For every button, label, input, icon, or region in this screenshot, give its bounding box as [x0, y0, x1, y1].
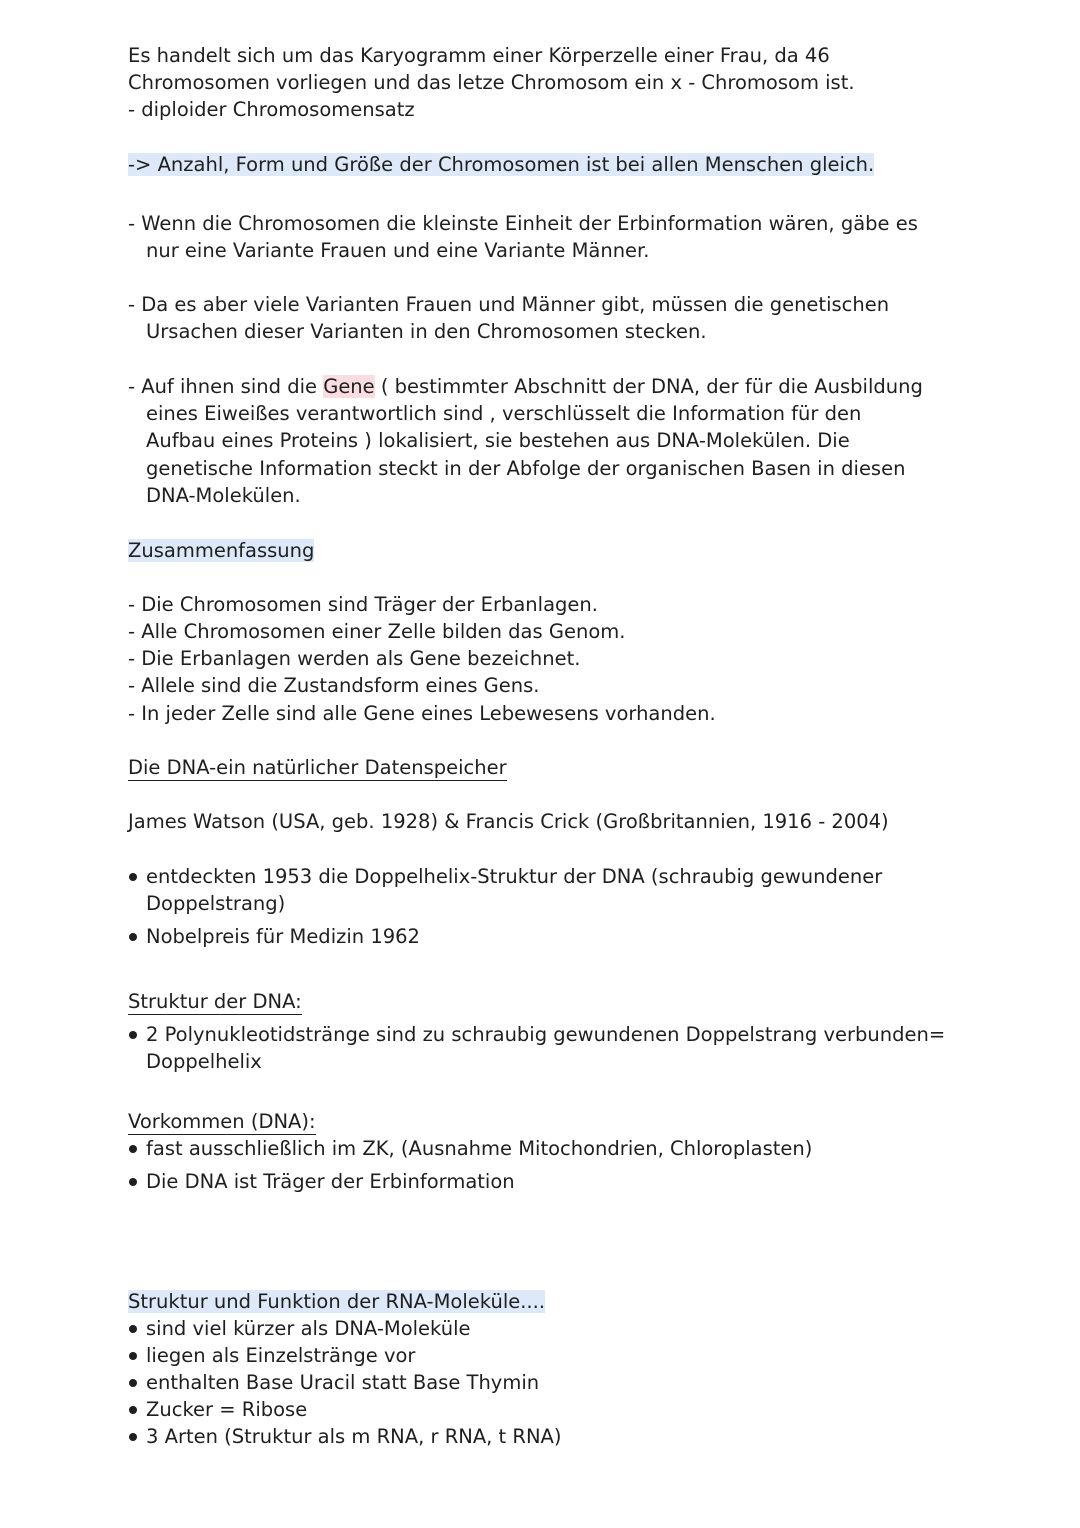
point-3-line-1 [128, 373, 923, 400]
rna-item: enthalten Base Uracil statt Base Thymin [146, 1371, 540, 1394]
structure-heading: Struktur der DNA: [128, 990, 302, 1013]
summary-item: - Die Chromosomen sind Träger der Erbanlagen. [128, 593, 598, 616]
rna-item: 3 Arten (Struktur als m RNA, r RNA, t RNA) [146, 1425, 562, 1448]
occurrence-heading-row [128, 1108, 316, 1135]
point-3-line-4: genetische Information steckt in der Abfolge der organischen Basen in diesen [146, 457, 906, 480]
intro-line-1: Es handelt sich um das Karyogramm einer Körperzelle einer Frau, da 46 [128, 44, 830, 67]
occurrence-heading: Vorkommen (DNA): [128, 1110, 316, 1133]
occurrence-bullet-1: fast ausschließlich im ZK, (Ausnahme Mitochondrien, Chloroplasten) [146, 1137, 813, 1160]
summary-item: - Alle Chromosomen einer Zelle bilden das Genom. [128, 620, 626, 643]
point-3-line-3: Aufbau eines Proteins ) lokalisiert, sie bestehen aus DNA-Molekülen. Die [146, 429, 850, 452]
rna-item: liegen als Einzelstränge vor [146, 1344, 416, 1367]
rna-item: Zucker = Ribose [146, 1398, 308, 1421]
rna-heading: Struktur und Funktion der RNA-Moleküle.... [128, 1290, 546, 1313]
gene-highlight: Gene [323, 375, 375, 398]
point-3-prefix: - Auf ihnen sind die [128, 375, 324, 398]
point-1-line-2: nur eine Variante Frauen und eine Variante Männer. [146, 239, 650, 262]
point-2-line-1: - Da es aber viele Varianten Frauen und Männer gibt, müssen die genetischen [128, 293, 890, 316]
summary-heading: Zusammenfassung [128, 539, 315, 562]
occurrence-bullet-2: Die DNA ist Träger der Erbinformation [146, 1170, 515, 1193]
researchers-line: James Watson (USA, geb. 1928) & Francis Crick (Großbritannien, 1916 - 2004) [128, 810, 889, 833]
rna-item: sind viel kürzer als DNA-Moleküle [146, 1317, 471, 1340]
intro-line-2: Chromosomen vorliegen und das letze Chromosom ein x - Chromosom ist. [128, 71, 855, 94]
highlight-statement: -> Anzahl, Form und Größe der Chromosomen ist bei allen Menschen gleich. [128, 153, 875, 176]
point-3-line-2: eines Eiweißes verantwortlich sind , verschlüsselt die Information für den [146, 402, 862, 425]
point-1-line-1: - Wenn die Chromosomen die kleinste Einheit der Erbinformation wären, gäbe es [128, 212, 918, 235]
point-3-suffix: ( bestimmter Abschnitt der DNA, der für die Ausbildung [374, 375, 923, 398]
point-3-line-5: DNA-Molekülen. [146, 484, 301, 507]
structure-bullet-1-line-2: Doppelhelix [146, 1050, 262, 1073]
structure-bullet-1-line-1: 2 Polynukleotidstränge sind zu schraubig gewundenen Doppelstrang verbunden= [146, 1023, 946, 1046]
dna-heading: Die DNA-ein natürlicher Datenspeicher [128, 756, 507, 779]
point-2-line-2: Ursachen dieser Varianten in den Chromosomen stecken. [146, 320, 707, 343]
dna-bullet-2: Nobelpreis für Medizin 1962 [146, 925, 420, 948]
summary-heading-row [128, 537, 314, 564]
summary-item: - Allele sind die Zustandsform eines Gens. [128, 674, 540, 697]
summary-item: - Die Erbanlagen werden als Gene bezeichnet. [128, 647, 581, 670]
highlight-statement-row [128, 151, 874, 178]
dna-heading-row [128, 754, 507, 781]
intro-line-3: - diploider Chromosomensatz [128, 98, 415, 121]
dna-bullet-1-line-1: entdeckten 1953 die Doppelhelix-Struktur der DNA (schraubig gewundener [146, 865, 883, 888]
structure-heading-row [128, 988, 302, 1015]
dna-bullet-1-line-2: Doppelstrang) [146, 892, 286, 915]
rna-heading-row [128, 1288, 545, 1315]
summary-item: - In jeder Zelle sind alle Gene eines Lebewesens vorhanden. [128, 702, 716, 725]
